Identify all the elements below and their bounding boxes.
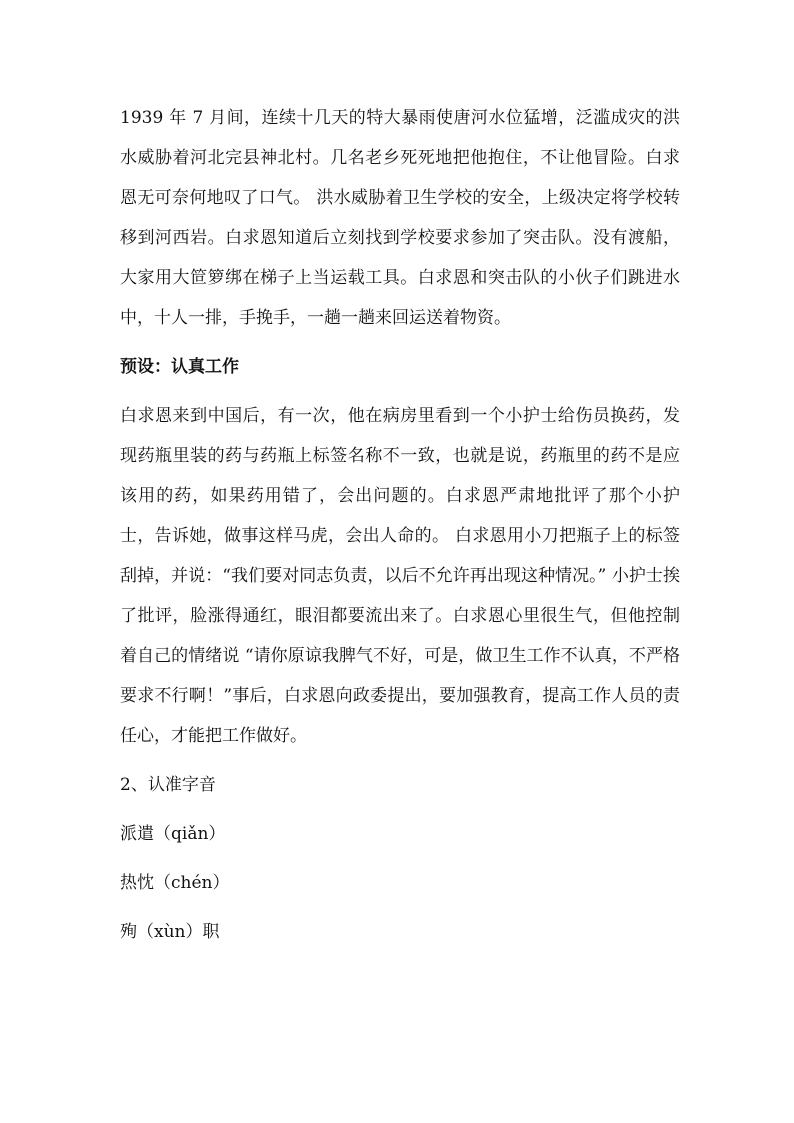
section-2-heading: 2、认准字音 bbox=[120, 775, 216, 795]
pronunciation-item-1: 派遣（qiǎn） bbox=[120, 824, 226, 844]
document-page bbox=[120, 98, 680, 961]
nurse-paragraph: 白求恩来到中国后，有一次，他在病房里看到一个小护士给伤员换药，发现药瓶里装的药与药瓶上标签名称不一致，也就是说，药瓶里的药不是应该用的药，如果药用错了，会出问题的。白求恩严肃地批评了那个小护士，告诉她，做事这样马虎，会出人命的。 白求恩用小刀把瓶子上的标签刮掉，并说：“我们要对同志负责，以后不允许再出现这种情况。” 小护士挨了批评，脸涨得通红，眼泪都要流出来了。白求恩心里很生气，但他控制着自己的情绪说 “请你原谅我脾气不好，可是，做卫生工作不认真，不严格要求不行啊！”事后，白求恩向政委提出，要加强教育，提高工作人员的责任心，才能把工作做好。 bbox=[120, 406, 680, 746]
flood-paragraph: 1939 年 7 月间，连续十几天的特大暴雨使唐河水位猛增，泛滥成灾的洪水威胁着河北完县神北村。几名老乡死死地把他抱住，不让他冒险。白求恩无可奈何地叹了口气。 洪水威胁着卫生学校的安全，上级决定将学校转移到河西岩。白求恩知道后立刻找到学校要求参加了突击队。没有渡船，大家用大笸箩绑在梯子上当运载工具。白求恩和突击队的小伙子们跳进水中，十人一排，手挽手，一趟一趟来回运送着物资。 bbox=[120, 108, 680, 328]
section-heading: 预设：认真工作 bbox=[120, 357, 239, 377]
pronunciation-item-3: 殉（xùn）职 bbox=[120, 922, 220, 942]
pronunciation-item-2: 热忱（chén） bbox=[120, 873, 230, 893]
